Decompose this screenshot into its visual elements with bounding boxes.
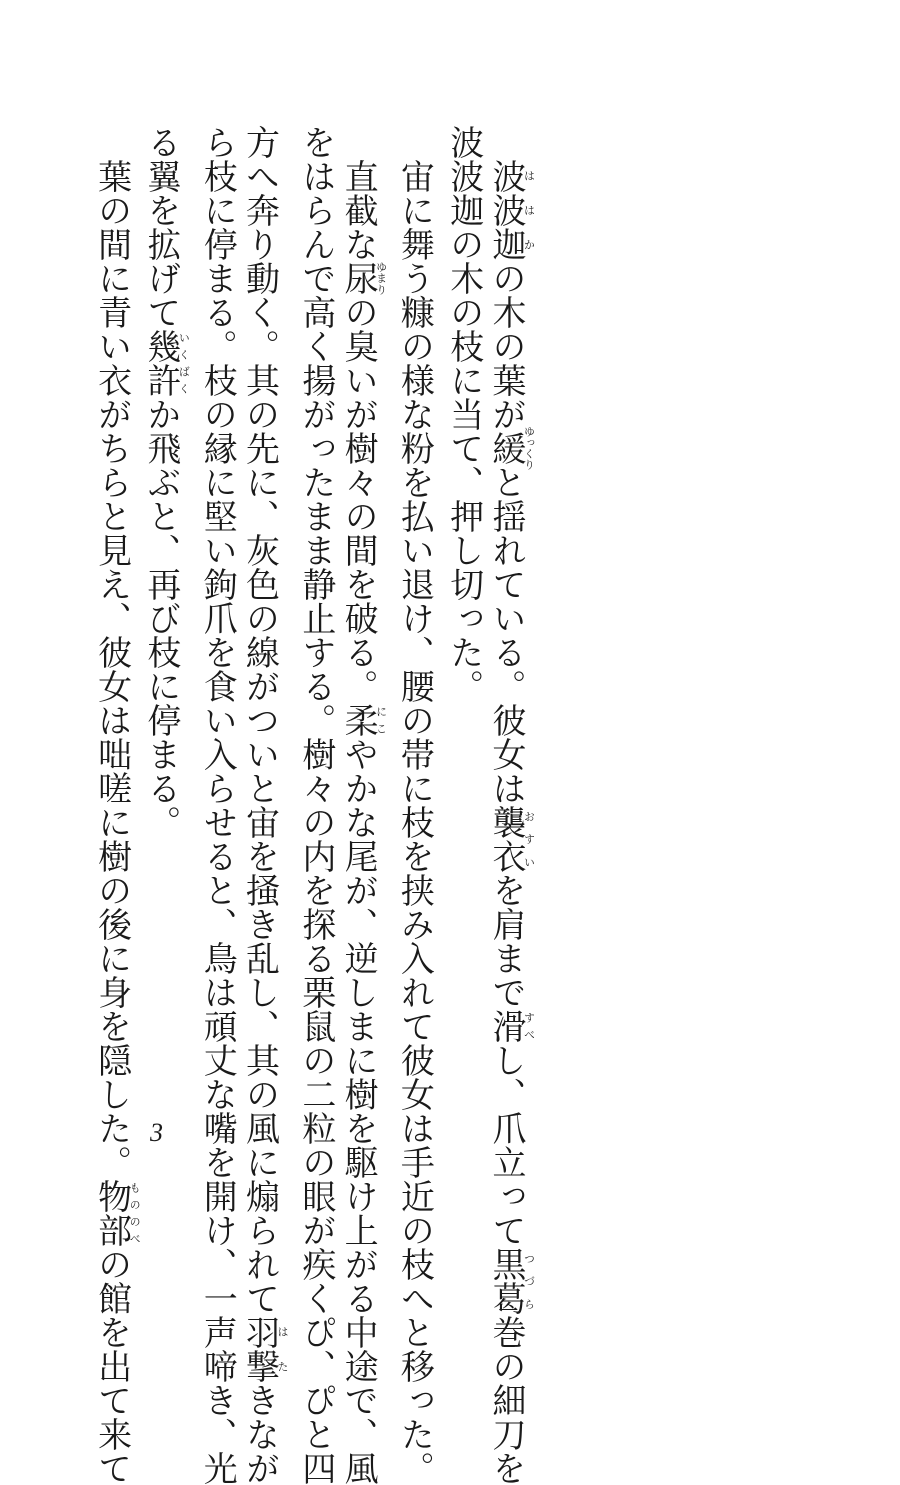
text-line [91, 125, 142, 1485]
ruby-reading: ははか [522, 159, 536, 261]
text-segment: やかな尾が、逆しまに樹を駆け上がる中途で、風 [338, 737, 379, 1485]
text-segment: 方へ奔り動く。其の先に、灰色の線がついと宙を掻き乱し、其の風に煽られて [239, 125, 280, 1315]
furigana-word [486, 1247, 536, 1315]
ruby-base: 波波迦 [486, 159, 526, 261]
furigana-word [338, 703, 388, 737]
ruby-base: 襲衣 [486, 805, 526, 873]
text-segment: 宙に舞う糠の様な粉を払い退け、腰の帯に枝を挟み入れて彼女は手近の枝へと移った。 [394, 159, 435, 1485]
ruby-base: 黒葛 [486, 1247, 526, 1315]
ruby-base: 滑 [486, 1009, 526, 1043]
text-segment: と揺れている。彼女は [486, 465, 526, 805]
furigana-word [486, 426, 536, 470]
text-segment: か飛ぶと、再び枝に停まる。 [140, 397, 181, 839]
furigana-word [140, 329, 191, 397]
ruby-base: 幾許 [140, 329, 181, 397]
text-segment: 葉の間に青い衣がちらと見え、彼女は咄嗟に樹の後に身を隠した。 [91, 159, 132, 1179]
furigana-word [486, 805, 536, 873]
ruby-reading: ゆっくり [522, 426, 536, 470]
furigana-word [338, 261, 388, 295]
text-line [442, 125, 486, 1080]
text-segment: をはらんで高く揚がったまま静止する。樹々の内を探る栗鼠の二粒の眼が疾くぴ、ぴと四 [295, 125, 336, 1485]
furigana-word [239, 1315, 290, 1383]
furigana-word [486, 159, 536, 261]
text-segment: 波波迦の木の枝に当て、押し切った。 [443, 125, 484, 703]
ruby-reading: にこ [374, 703, 388, 737]
text-segment: 巻の細刀を [486, 1315, 526, 1485]
ruby-base: 柔 [338, 703, 379, 737]
text-segment: の館を出て来て [91, 1247, 132, 1485]
text-line [239, 125, 290, 1485]
ruby-base: 羽撃 [239, 1315, 280, 1383]
text-segment: きなが [239, 1383, 280, 1485]
paragraph-indent [392, 125, 436, 159]
text-segment: 直截な [338, 159, 379, 261]
text-line [338, 125, 388, 1485]
ruby-reading: もののべ [128, 1179, 142, 1247]
ruby-reading: すべ [522, 1009, 536, 1043]
ruby-reading: おすい [522, 805, 536, 873]
page-number: 3 [150, 1118, 163, 1147]
paragraph-indent [336, 125, 380, 159]
text-segment: る翼を拡げて [140, 125, 181, 329]
ruby-base: 物部 [91, 1179, 132, 1247]
text-line [140, 125, 191, 1080]
furigana-word [486, 1009, 536, 1043]
ruby-reading: ゆまり [374, 261, 388, 295]
paragraph-indent [90, 125, 134, 159]
text-segment: ら枝に停まる。枝の縁に堅い鉤爪を食い入らせると、鳥は頑丈な嘴を開け、一声啼き、光 [197, 125, 238, 1485]
text-segment: の臭いが樹々の間を破る。 [338, 295, 379, 703]
vertical-text-block [91, 125, 536, 1485]
text-line [294, 125, 338, 1485]
ruby-reading: つづら [522, 1247, 536, 1315]
ruby-base: 緩 [486, 426, 526, 470]
text-segment: の木の葉が [486, 261, 526, 431]
ruby-reading: はた [276, 1315, 290, 1383]
furigana-word [91, 1179, 142, 1247]
text-line [195, 125, 239, 1485]
ruby-base: 尿 [338, 261, 379, 295]
paragraph-indent [484, 125, 528, 159]
ruby-reading: いくばく [177, 329, 191, 397]
text-line [392, 125, 436, 1485]
text-line [486, 125, 536, 1485]
text-segment: を肩まで [486, 873, 526, 1009]
text-segment: し、爪立って [486, 1043, 526, 1247]
